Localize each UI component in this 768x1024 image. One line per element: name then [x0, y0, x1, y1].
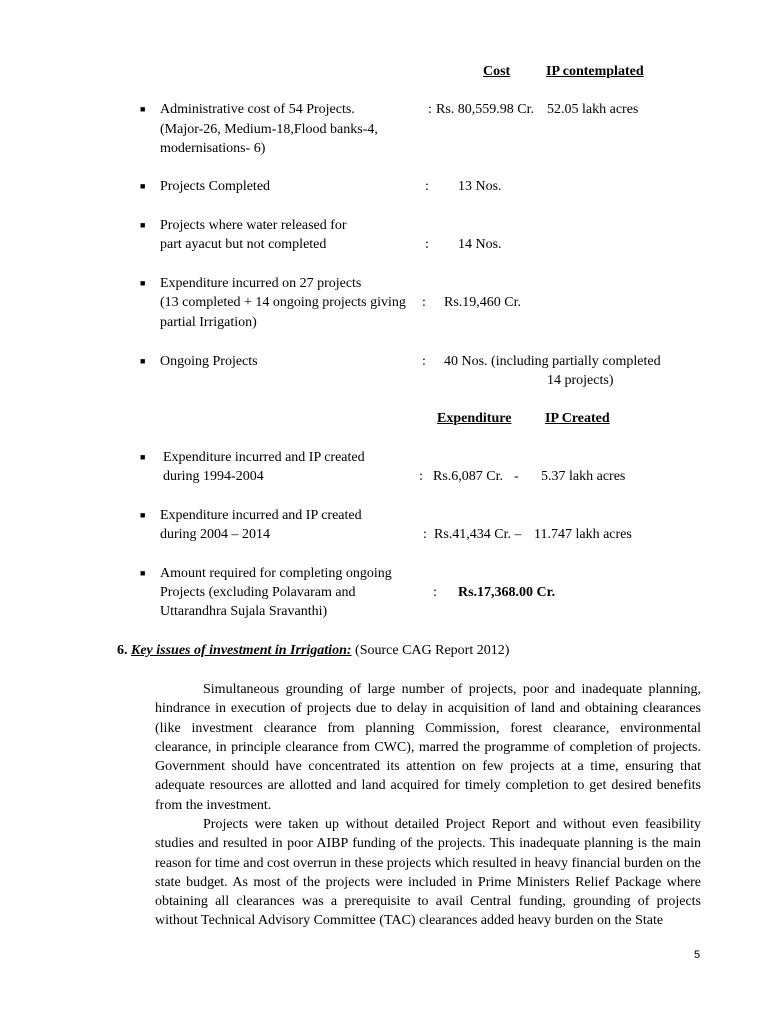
item-1-line-1: Administrative cost of 54 Projects.	[160, 102, 355, 117]
item-7-line-2: during 2004 – 2014	[160, 527, 271, 542]
bullet-icon: ■	[140, 104, 146, 114]
item-5-line-1: Ongoing Projects	[160, 354, 258, 369]
item-6-ip: 5.37 lakh acres	[541, 469, 626, 484]
item-2-sep: :	[425, 179, 429, 194]
item-4-line-1: Expenditure incurred on 27 projects	[160, 276, 362, 291]
item-1-line-2: (Major-26, Medium-18,Flood banks-4,	[160, 122, 378, 137]
bullet-icon: ■	[140, 452, 146, 462]
item-8-line-1: Amount required for completing ongoing	[160, 566, 392, 581]
item-5-sep: :	[422, 354, 426, 369]
bullet-icon: ■	[140, 220, 146, 230]
section-number: 6.	[117, 643, 128, 658]
item-1-line-3: modernisations- 6)	[160, 141, 266, 156]
item-8-value: Rs.17,368.00 Cr.	[458, 585, 556, 600]
section-source: (Source CAG Report 2012)	[355, 643, 510, 658]
page-number: 5	[694, 949, 701, 961]
item-4-line-3: partial Irrigation)	[160, 315, 257, 330]
header-ip-contemplated: IP contemplated	[546, 64, 644, 79]
item-7-expenditure: Rs.41,434 Cr. –	[434, 527, 522, 542]
item-6-expenditure: Rs.6,087 Cr.	[433, 469, 504, 484]
item-7-line-1: Expenditure incurred and IP created	[160, 508, 362, 523]
section-heading	[117, 641, 509, 660]
item-4-value: Rs.19,460 Cr.	[444, 295, 522, 310]
item-2-line-1: Projects Completed	[160, 179, 271, 194]
item-5-value: 40 Nos. (including partially completed	[444, 354, 661, 369]
paragraph-2: Projects were taken up without detailed Project Report and without even feasibility studies and resulted in poor AIBP funding of the projects. This inadequate planning is the main reason for time and cost overrun in these projects which resulted in heavy financial burden on the state budget. As most of the projects were included in Prime Ministers Relief Package where obtaining all clearances was a prerequisite to avail Central funding, grounding of projects without Technical Advisory Committee (TAC) clearances added heavy burden on the State	[155, 817, 701, 929]
item-1-ip: 52.05 lakh acres	[547, 102, 639, 117]
item-8-sep: :	[433, 585, 437, 600]
item-6-sep: :	[419, 469, 423, 484]
item-4-line-2: (13 completed + 14 ongoing projects giving	[160, 295, 406, 310]
bullet-icon: ■	[140, 181, 146, 191]
item-3-line-2: part ayacut but not completed	[160, 237, 327, 252]
header-expenditure: Expenditure	[437, 411, 512, 426]
item-5-value-line-2: 14 projects)	[547, 373, 614, 388]
item-1-sep: :	[428, 102, 432, 117]
header-cost: Cost	[483, 64, 511, 79]
paragraph-1: Simultaneous grounding of large number of projects, poor and inadequate planning, hindrance in execution of projects due to delay in acquisition of land and obtaining clearances (like investment clearance from planning Commission, forest clearance, environmental clearance, in principle clearance from CWC), marred the programme of completion of projects. Government should have concentrated its attention on few projects at a time, ensuring that adequate resources are allotted and land acquired for timely completion to get desired benefits from the investment.	[155, 682, 701, 813]
item-6-line-2: during 1994-2004	[163, 469, 264, 484]
item-2-value: 13 Nos.	[458, 179, 502, 194]
item-3-value: 14 Nos.	[458, 237, 502, 252]
bullet-icon: ■	[140, 356, 146, 366]
item-1-cost: Rs. 80,559.98 Cr.	[436, 102, 535, 117]
item-7-ip: 11.747 lakh acres	[534, 527, 632, 542]
bullet-icon: ■	[140, 568, 146, 578]
section-title: Key issues of investment in Irrigation:	[131, 643, 352, 658]
item-8-line-2: Projects (excluding Polavaram and	[160, 585, 356, 600]
item-6-line-1: Expenditure incurred and IP created	[163, 450, 365, 465]
item-7-sep: :	[423, 527, 427, 542]
item-6-dash: -	[514, 469, 519, 484]
item-3-sep: :	[425, 237, 429, 252]
item-4-sep: :	[422, 295, 426, 310]
bullet-icon: ■	[140, 278, 146, 288]
bullet-icon: ■	[140, 510, 146, 520]
item-8-line-3: Uttarandhra Sujala Sravanthi)	[160, 604, 328, 619]
header-ip-created: IP Created	[545, 411, 610, 426]
item-3-line-1: Projects where water released for	[160, 218, 347, 233]
